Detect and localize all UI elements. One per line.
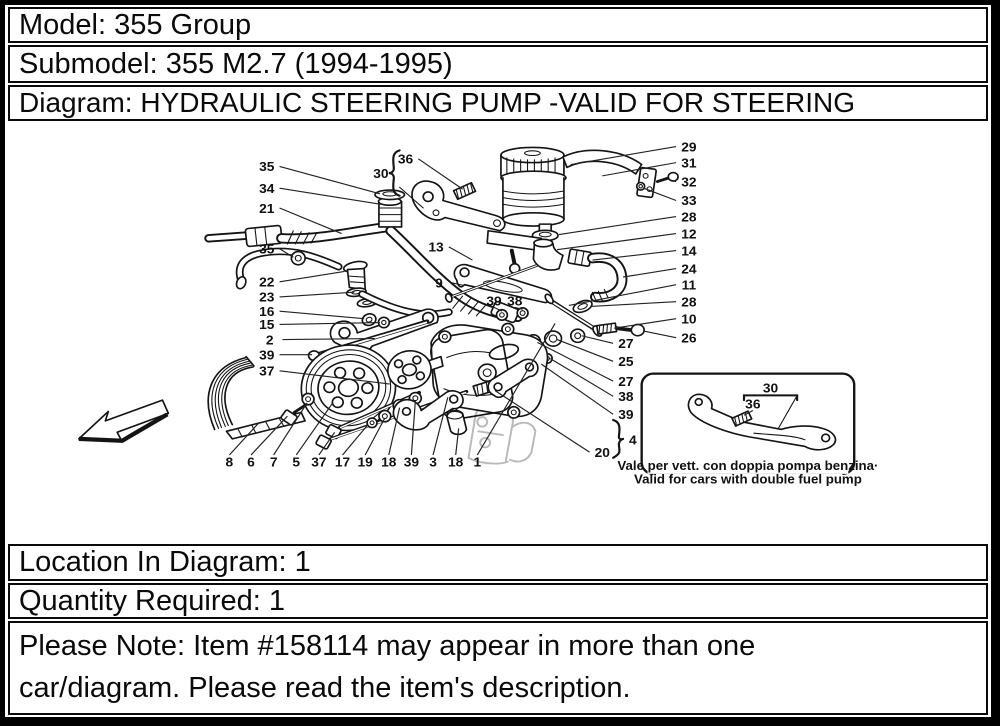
leader-line [280,271,345,281]
quantity-row [8,583,988,619]
callout-17: 17 [334,454,351,470]
callout-37: 37 [259,363,275,379]
leader-line [449,247,473,260]
leader-line [280,166,380,193]
callout-30: 30 [762,380,779,396]
inset-box [617,374,878,488]
leader-line [590,302,676,307]
callout-38: 38 [507,293,523,309]
callout-37: 37 [311,454,327,470]
callout-12: 12 [681,226,697,242]
callout-30: 30 [373,166,389,181]
callout-13: 13 [428,239,444,255]
leader-line [280,188,381,204]
callout-5: 5 [292,454,301,470]
leader-line [644,331,676,338]
callout-35: 35 [259,241,275,257]
callout-2: 2 [265,332,274,348]
callout-29: 29 [681,139,697,155]
callout-27: 27 [618,374,634,389]
mounting-strap [563,150,678,197]
direction-arrow-icon [79,400,169,442]
callout-34: 34 [259,181,275,196]
note-row [8,621,988,715]
callout-22: 22 [259,274,275,290]
callout-28: 28 [681,209,697,225]
note-line-1: Please Note: Item #158114 may appear in more than one [19,630,756,662]
leader-line [280,208,342,234]
diagram-title-row [8,85,988,121]
callout-31: 31 [681,155,697,171]
callout-21: 21 [259,201,275,216]
callout-10: 10 [681,311,697,327]
hydraulic-steering-pump-diagram [6,121,990,542]
callout-25: 25 [618,354,634,369]
leader-line [557,234,676,250]
location-text: Location In Diagram: 1 [19,546,311,578]
model-row [8,7,988,43]
callout-14: 14 [681,243,697,259]
exploded-diagram-area [6,121,990,542]
fluid-reservoir [501,147,566,240]
leader-line [280,292,355,297]
location-row [8,544,988,581]
callout-24: 24 [681,261,697,277]
callout-16: 16 [259,304,275,319]
callout-11: 11 [681,277,697,293]
callout-38: 38 [618,389,634,404]
callout-9: 9 [435,275,443,291]
callout-20: 20 [594,445,610,460]
callout-36: 36 [397,151,414,167]
note-line-2: car/diagram. Please read the item's description. [19,672,631,704]
model-text: Model: 355 Group [19,8,252,41]
callout-19: 19 [357,454,373,470]
callout-27: 27 [618,336,634,351]
callout-28: 28 [681,294,697,310]
return-pipe [235,251,339,290]
callout-6: 6 [247,454,255,470]
callout-15: 15 [259,317,275,333]
callout-4: 4 [628,432,637,448]
diagram-title-text: Diagram: HYDRAULIC STEERING PUMP -VALID FOR STEERING [19,87,855,118]
belt [208,357,305,439]
submodel-text: Submodel: 355 M2.7 (1994-1995) [19,47,453,80]
callout-26: 26 [681,330,697,346]
callout-39: 39 [486,293,502,309]
callout-7: 7 [269,454,278,470]
quantity-text: Quantity Required: 1 [19,584,285,617]
leader-line [559,217,676,235]
callout-39: 39 [618,407,634,422]
callout-32: 32 [681,174,697,190]
leader-line [623,269,676,278]
callout-1: 1 [473,454,482,470]
leader-line [614,319,676,328]
callout-23: 23 [259,289,275,305]
inset-caption-english: Valid for cars with double fuel pump [634,471,862,487]
leader-line [582,336,613,344]
callout-8: 8 [225,454,234,470]
callout-36: 36 [745,396,761,412]
callout-35: 35 [259,159,275,175]
callout-18: 18 [381,454,397,470]
inset-caption-italian: Vale per vett. con doppia pompa benzina· [617,458,879,474]
callout-3: 3 [429,454,437,470]
callout-18: 18 [448,454,464,470]
callout-39: 39 [259,347,275,363]
leader-line [280,311,365,319]
leader-line [557,340,613,362]
callout-39: 39 [403,454,420,470]
callout-33: 33 [681,193,697,209]
submodel-row [8,45,988,83]
